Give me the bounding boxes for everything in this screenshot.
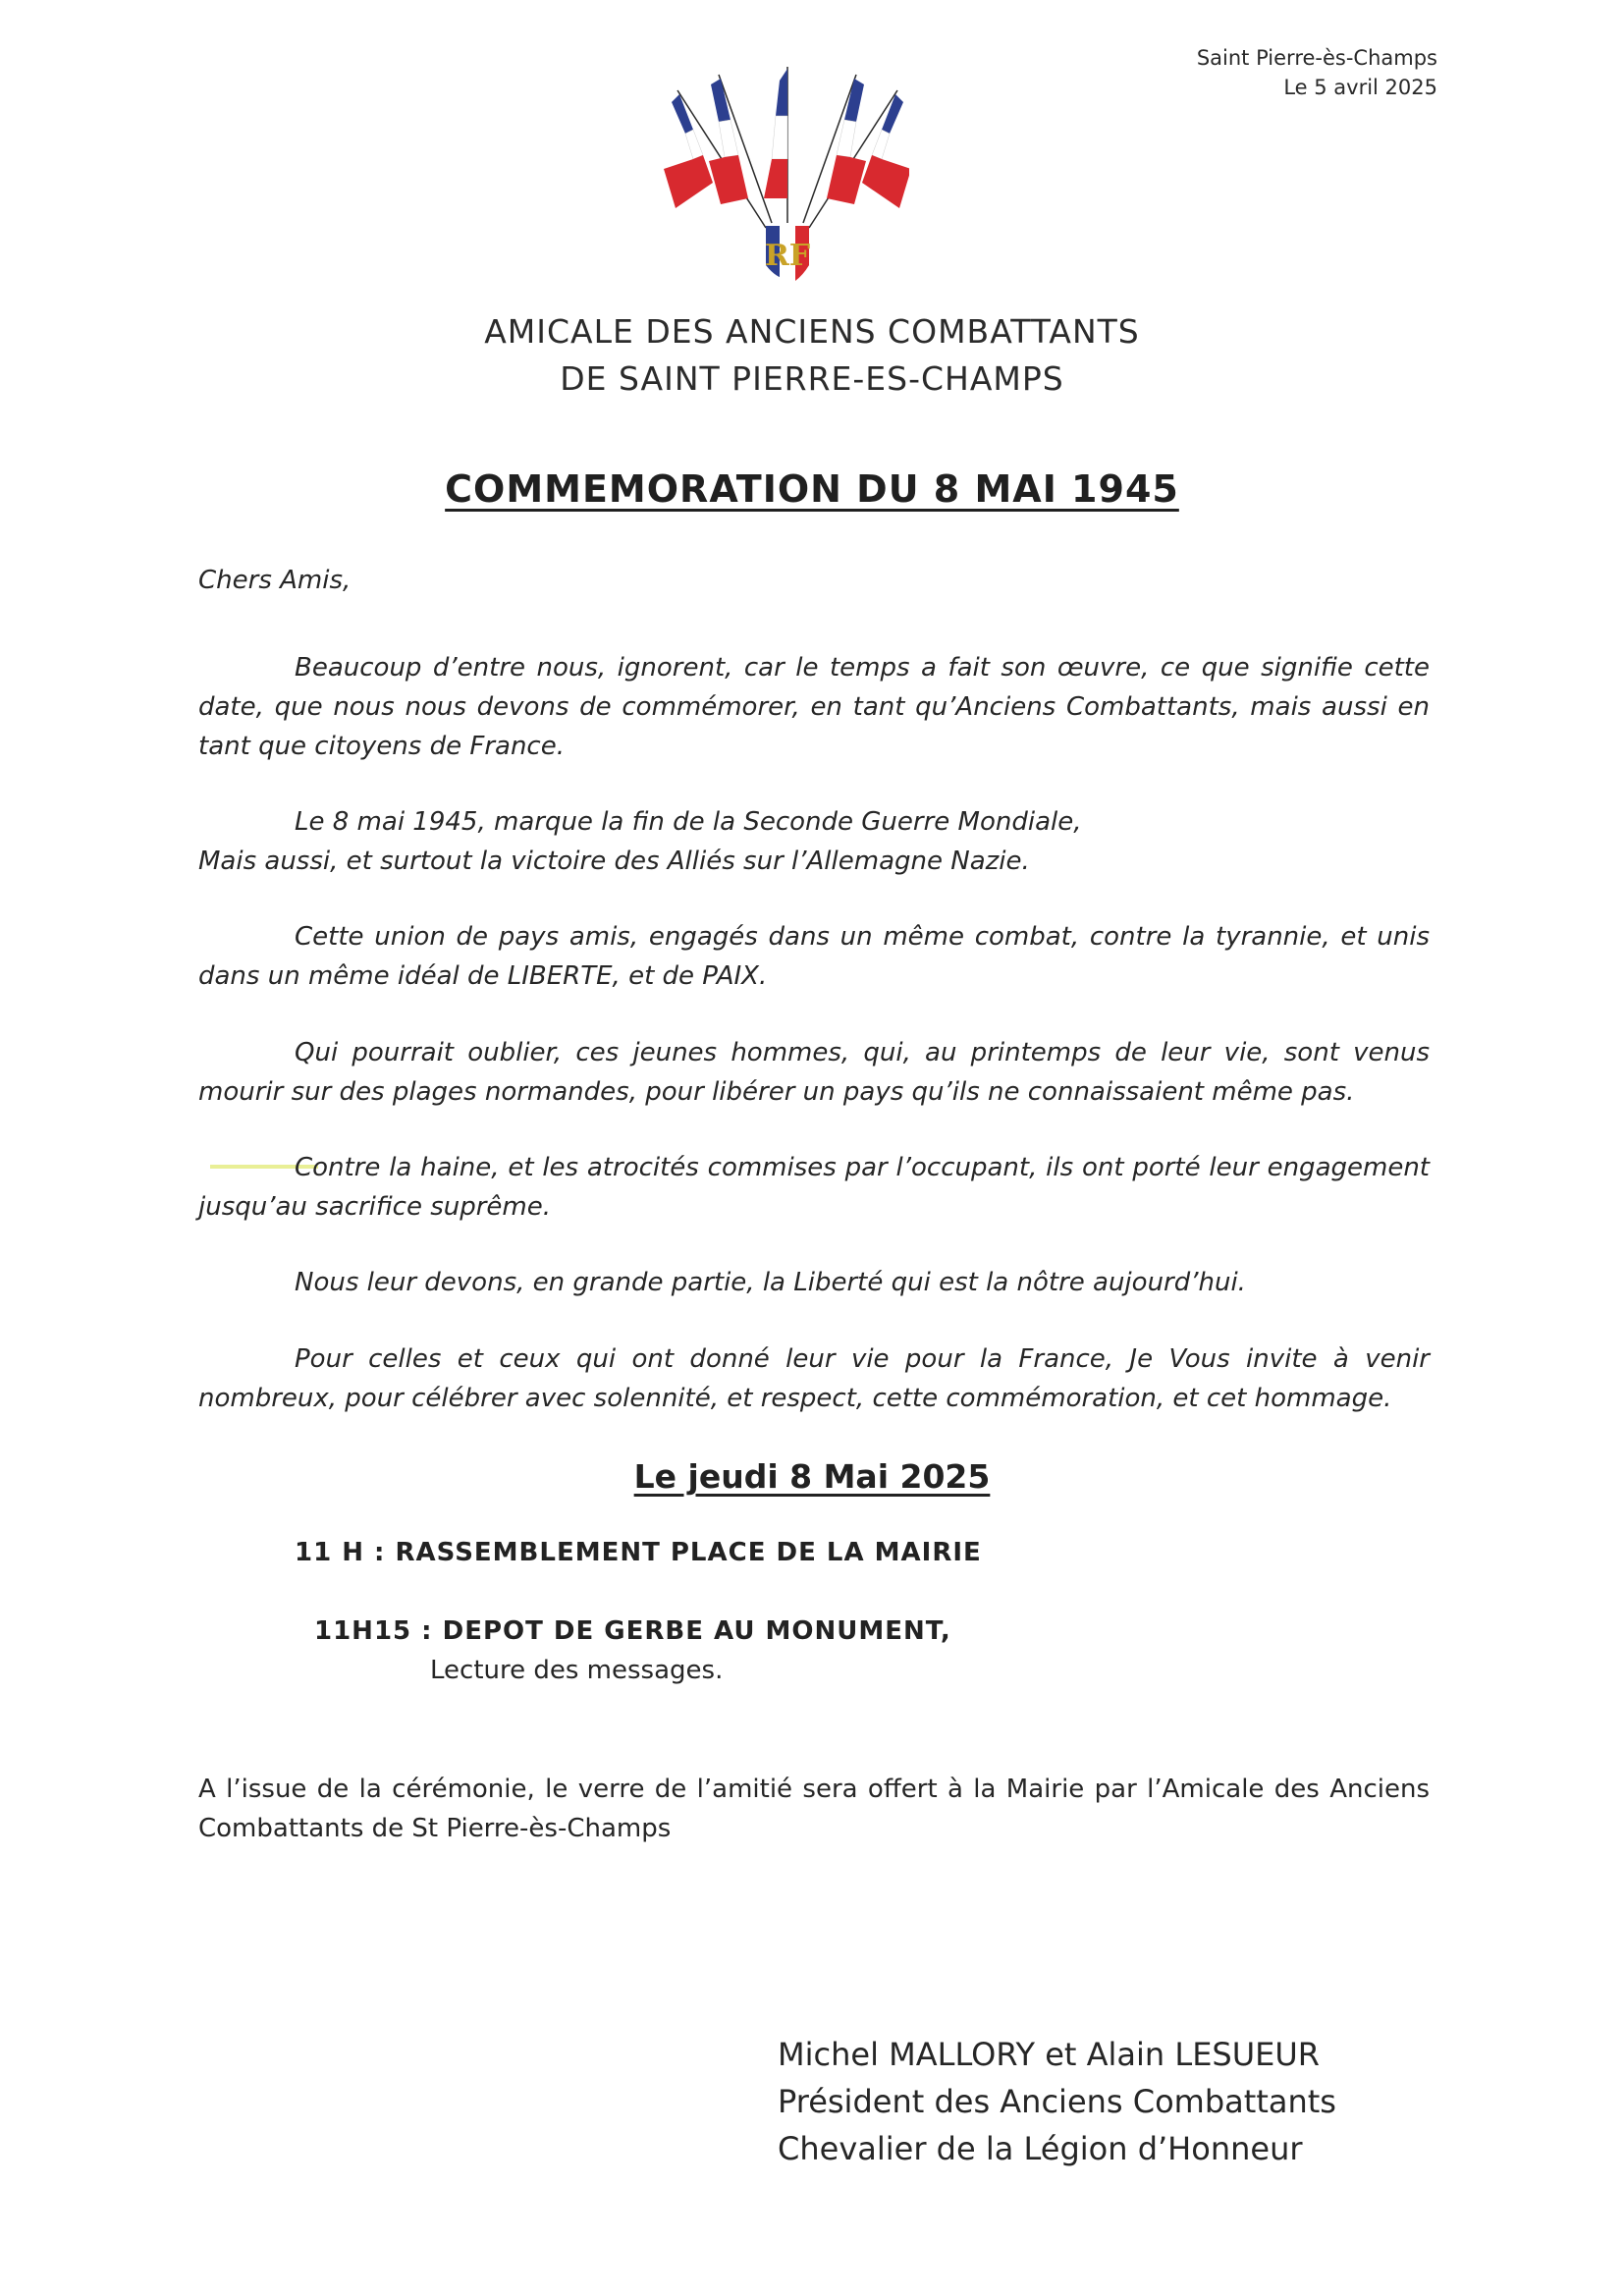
paragraph-2b: Mais aussi, et surtout la victoire des Alliés sur l’Allemagne Nazie. [198,847,1030,876]
program-item-wreath-sub: Lecture des messages. [430,1656,724,1685]
event-date [0,1457,1624,1496]
french-flags-rf-emblem-icon [664,61,909,302]
paragraph-1: Beaucoup d’entre nous, ignorent, car le temps a fait son œuvre, ce que signifie cette date, que nous nous devons de commémorer, en tant qu’Anciens Combattants, mais aussi en tant que citoyens de France. [198,653,1430,761]
paragraph-6: Nous leur devons, en grande partie, la Liberté qui est la nôtre aujourd’hui. [295,1268,1246,1297]
signature-block [778,2031,1336,2172]
paragraph-5: Contre la haine, et les atrocités commises par l’occupant, ils ont porté leur engagement jusqu’au sacrifice suprême. [198,1153,1430,1222]
salutation: Chers Amis, [198,566,352,595]
signature-names: Michel MALLORY et Alain LESUEUR [778,2036,1321,2073]
program-item-wreath: 11H15 : DEPOT DE GERBE AU MONUMENT, [314,1616,951,1646]
org-name-line1: AMICALE DES ANCIENS COMBATTANTS [484,312,1140,351]
rf-letters: RF [764,239,811,273]
paragraph-3: Cette union de pays amis, engagés dans un même combat, contre la tyrannie, et unis dans un même idéal de LIBERTE, et de PAIX. [198,922,1430,991]
signature-role-legion: Chevalier de la Légion d’Honneur [778,2130,1303,2167]
paragraph-7: Pour celles et ceux qui ont donné leur vie pour la France, Je Vous invite à venir nombreux, pour célébrer avec solennité, et respect, cette commémoration, et cet hommage. [198,1344,1430,1413]
document-title-text: COMMEMORATION DU 8 MAI 1945 [445,467,1179,511]
program-item-gathering: 11 H : RASSEMBLEMENT PLACE DE LA MAIRIE [295,1538,982,1567]
paragraph-2a: Le 8 mai 1945, marque la fin de la Seconde Guerre Mondiale, [295,807,1082,837]
closing-paragraph: A l’issue de la cérémonie, le verre de l’amitié sera offert à la Mairie par l’Amicale des Anciens Combattants de St Pierre-ès-Champs [198,1775,1430,1843]
event-date-text: Le jeudi 8 Mai 2025 [633,1457,991,1496]
letter-date: Le 5 avril 2025 [1283,76,1437,99]
document-title [0,467,1624,511]
org-name-line2: DE SAINT PIERRE-ES-CHAMPS [560,359,1064,398]
signature-role-president: Président des Anciens Combattants [778,2083,1336,2120]
letter-place: Saint Pierre-ès-Champs [1196,46,1437,70]
letter-date-block [1197,43,1437,102]
paragraph-4: Qui pourrait oublier, ces jeunes hommes, qui, au printemps de leur vie, sont venus mourir sur des plages normandes, pour libérer un pays qu’ils ne connaissaient même pas. [198,1038,1430,1107]
